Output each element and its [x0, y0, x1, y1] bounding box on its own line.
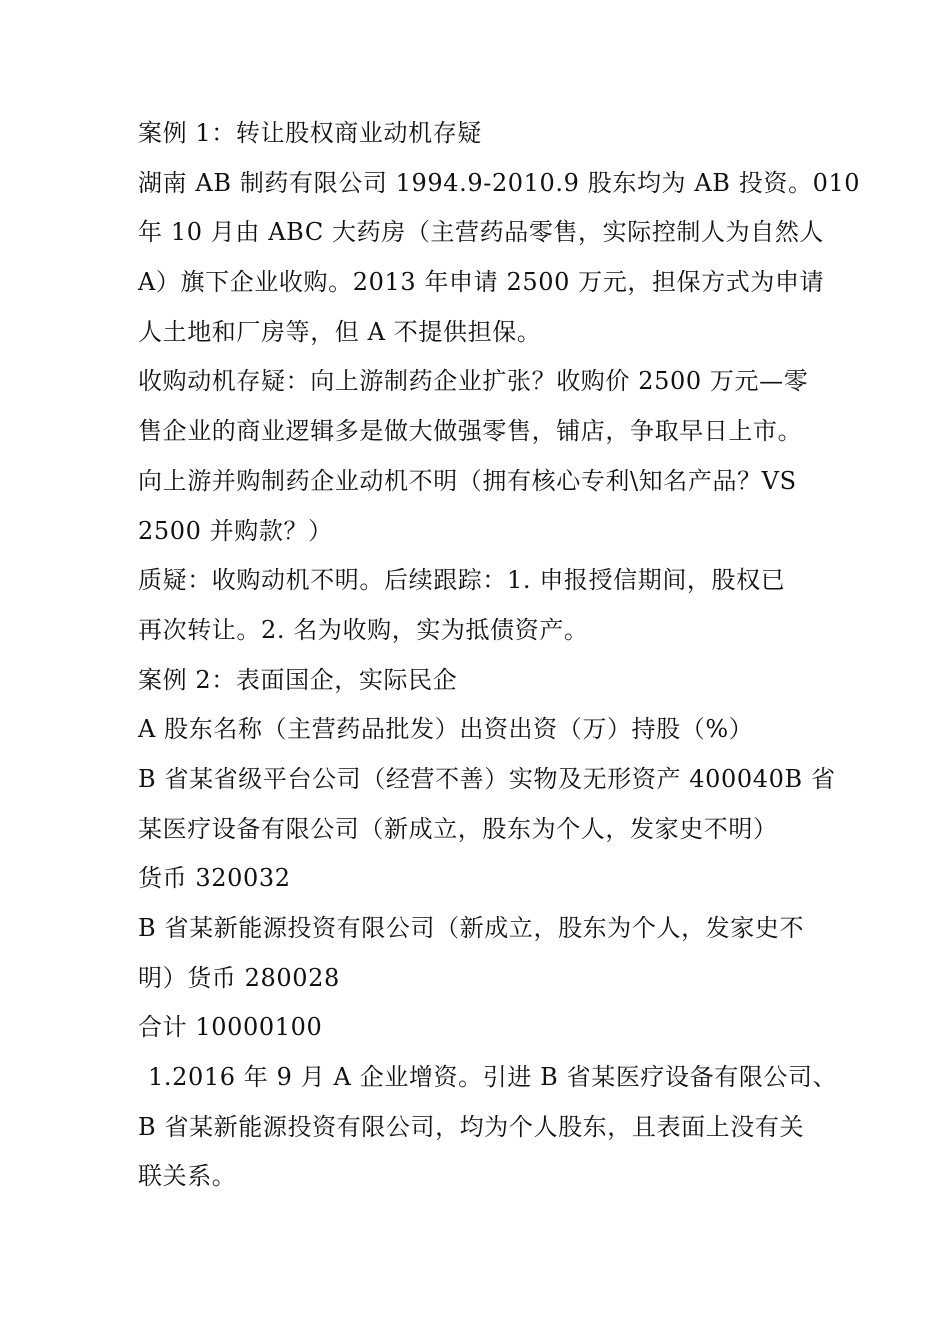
- paragraph-line: 联关系。: [138, 1162, 237, 1191]
- list-item: 1.2016 年 9 月 A 企业增资。引进 B 省某医疗设备有限公司、: [148, 1063, 838, 1092]
- shareholder-row: 货币 320032: [138, 864, 291, 893]
- shareholder-table-header: A 股东名称（主营药品批发）出资出资（万）持股（%）: [138, 715, 754, 744]
- shareholder-row: B 省某新能源投资有限公司（新成立，股东为个人，发家史不: [138, 914, 805, 942]
- paragraph-line: A）旗下企业收购。2013 年申请 2500 万元，担保方式为申请: [138, 268, 825, 297]
- shareholder-row: 明）货币 280028: [138, 963, 340, 992]
- shareholder-total: 合计 10000100: [138, 1013, 323, 1042]
- shareholder-row: B 省某省级平台公司（经营不善）实物及无形资产 400040B 省: [138, 764, 836, 793]
- paragraph-line: 收购动机存疑：向上游制药企业扩张？收购价 2500 万元—零: [138, 367, 809, 396]
- paragraph-line: 年 10 月由 ABC 大药房（主营药品零售，实际控制人为自然人: [138, 218, 825, 247]
- paragraph-line: 向上游并购制药企业动机不明（拥有核心专利\知名产品？VS: [138, 466, 797, 495]
- paragraph-line: 人土地和厂房等，但 A 不提供担保。: [138, 317, 542, 346]
- paragraph-line: B 省某新能源投资有限公司，均为个人股东，且表面上没有关: [138, 1112, 805, 1141]
- paragraph-line: 湖南 AB 制药有限公司 1994.9-2010.9 股东均为 AB 投资。010: [138, 168, 861, 197]
- paragraph-line: 再次转让。2. 名为收购，实为抵债资产。: [138, 615, 589, 644]
- paragraph-line: 售企业的商业逻辑多是做大做强零售，铺店，争取早日上市。: [138, 417, 803, 446]
- paragraph-line: 2500 并购款？）: [138, 516, 333, 545]
- case2-heading: 案例 2：表面国企，实际民企: [138, 665, 458, 694]
- document-body: [138, 109, 861, 1202]
- shareholder-row: 某医疗设备有限公司（新成立，股东为个人，发家史不明）: [138, 814, 778, 843]
- paragraph-line: 质疑：收购动机不明。后续跟踪：1. 申报授信期间，股权已: [138, 566, 786, 595]
- case1-heading: 案例 1：转让股权商业动机存疑: [138, 119, 482, 147]
